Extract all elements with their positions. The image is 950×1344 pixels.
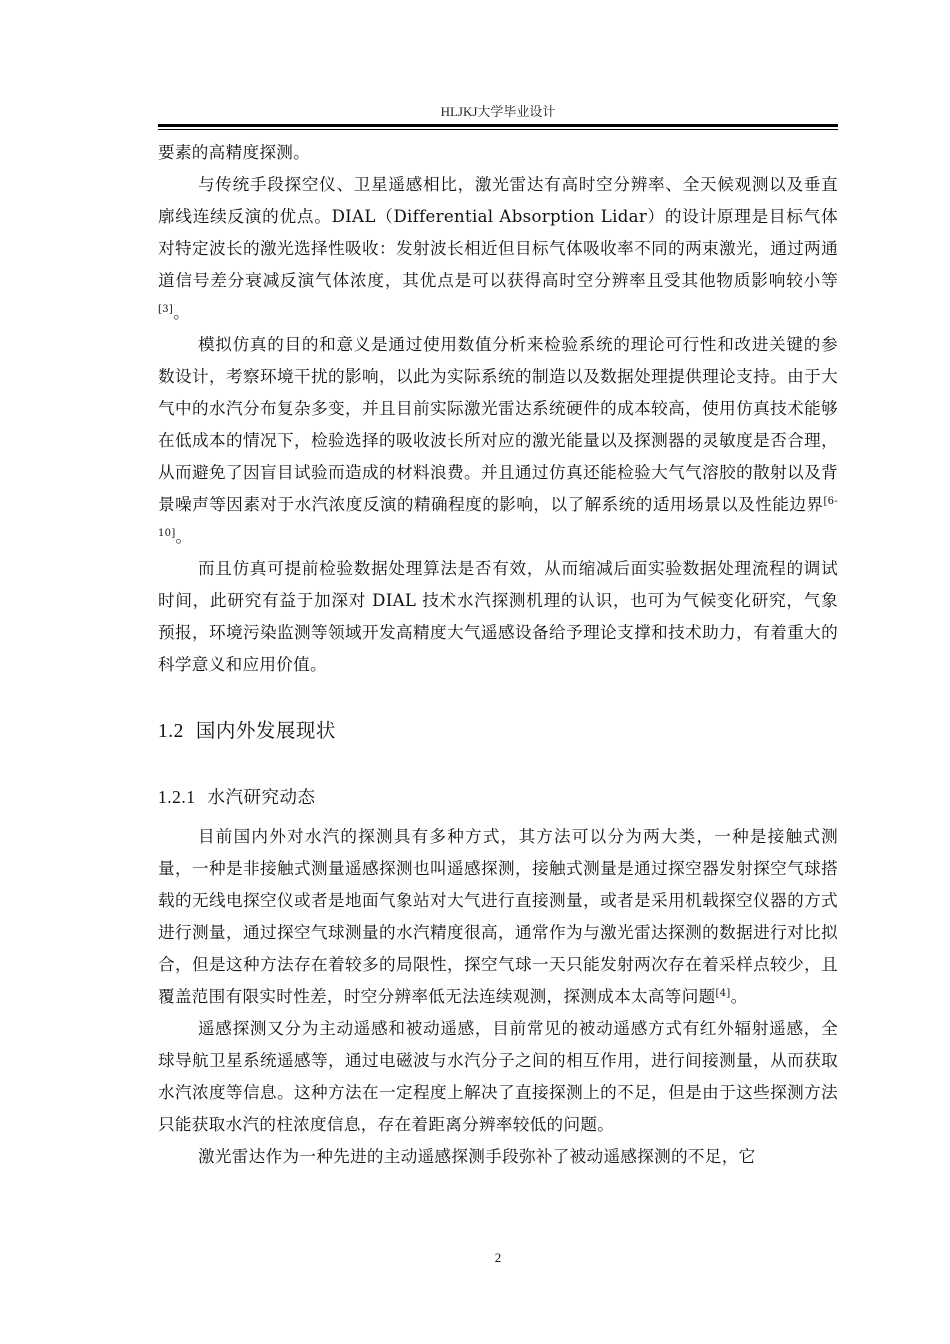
subsection-title: 水汽研究动态	[207, 788, 316, 808]
document-body	[158, 137, 838, 1173]
paragraph-contact-measurement	[158, 821, 838, 1013]
paragraph-continuation: 要素的高精度探测。	[158, 143, 311, 162]
page-header: HLJKJ大学毕业设计	[440, 104, 556, 119]
paragraph-lidar-advantages	[158, 169, 838, 329]
citation: [4]	[715, 988, 731, 999]
paragraph-simulation-purpose	[158, 329, 838, 553]
paragraph-lidar-intro: 激光雷达作为一种先进的主动遥感探测手段弥补了被动遥感探测的不足，它	[198, 1147, 756, 1166]
page-number: 2	[494, 1250, 502, 1265]
citation: [6-10]	[158, 496, 838, 539]
header-rule-thick	[158, 124, 838, 127]
end-mark: 。	[730, 987, 748, 1006]
paragraph-text: 与传统手段探空仪、卫星遥感相比，激光雷达有高时空分辨率、全天候观测以及垂直廓线连续反演的优点。DIAL（Differential Absorption Lidar）的设计原理是目标气体对特定波长的激光选择性吸收：发射波长相近但目标气体吸收率不同的两束激光，通过两通道信号差分衰减反演气体浓度，其优点是可以获得高时空分辨率且受其他物质影响较小等	[158, 175, 838, 290]
section-number: 1.2	[158, 721, 184, 742]
paragraph-text: 目前国内外对水汽的探测具有多种方式，其方法可以分为两大类，一种是接触式测量，一种是非接触式测量遥感探测也叫遥感探测，接触式测量是通过探空器发射探空气球搭载的无线电探空仪或者是地面气象站对大气进行直接测量，或者是采用机载探空仪器的方式进行测量，通过探空气球测量的水汽精度很高，通常作为与激光雷达探测的数据进行对比拟合，但是这种方法存在着较多的局限性，探空气球一天只能发射两次存在着采样点较少，且覆盖范围有限实时性差，时空分辨率低无法连续观测，探测成本太高等问题	[158, 827, 838, 1006]
end-mark: 。	[173, 303, 190, 322]
paragraph-remote-sensing: 遥感探测又分为主动遥感和被动遥感，目前常见的被动遥感方式有红外辐射遥感，全球导航卫星系统遥感等，通过电磁波与水汽分子之间的相互作用，进行间接测量，从而获取水汽浓度等信息。这种方法在一定程度上解决了直接探测上的不足，但是由于这些探测方法只能获取水汽的柱浓度信息，存在着距离分辨率较低的问题。	[158, 1019, 838, 1134]
paragraph-text: 模拟仿真的目的和意义是通过使用数值分析来检验系统的理论可行性和改进关键的参数设计，考察环境干扰的影响，以此为实际系统的制造以及数据处理提供理论支持。由于大气中的水汽分布复杂多变，并且目前实际激光雷达系统硬件的成本较高，使用仿真技术能够在低成本的情况下，检验选择的吸收波长所对应的激光能量以及探测器的灵敏度是否合理，从而避免了因盲目试验而造成的材料浪费。并且通过仿真还能检验大气气溶胶的散射以及背景噪声等因素对于水汽浓度反演的精确程度的影响，以了解系统的适用场景以及性能边界	[158, 335, 838, 514]
paragraph-simulation-significance: 而且仿真可提前检验数据处理算法是否有效，从而缩减后面实验数据处理流程的调试时间，此研究有益于加深对 DIAL 技术水汽探测机理的认识，也可为气候变化研究，气象预报，环境污染监测等领域开发高精度大气遥感设备给予理论支撑和技术助力，有着重大的科学意义和应用价值。	[158, 559, 838, 674]
section-title: 国内外发展现状	[195, 719, 336, 742]
section-heading	[158, 681, 838, 784]
citation: [3]	[158, 304, 174, 315]
subsection-heading	[158, 784, 838, 821]
end-mark: 。	[175, 527, 193, 546]
header-rule-thin	[158, 129, 838, 130]
subsection-number: 1.2.1	[158, 787, 196, 807]
